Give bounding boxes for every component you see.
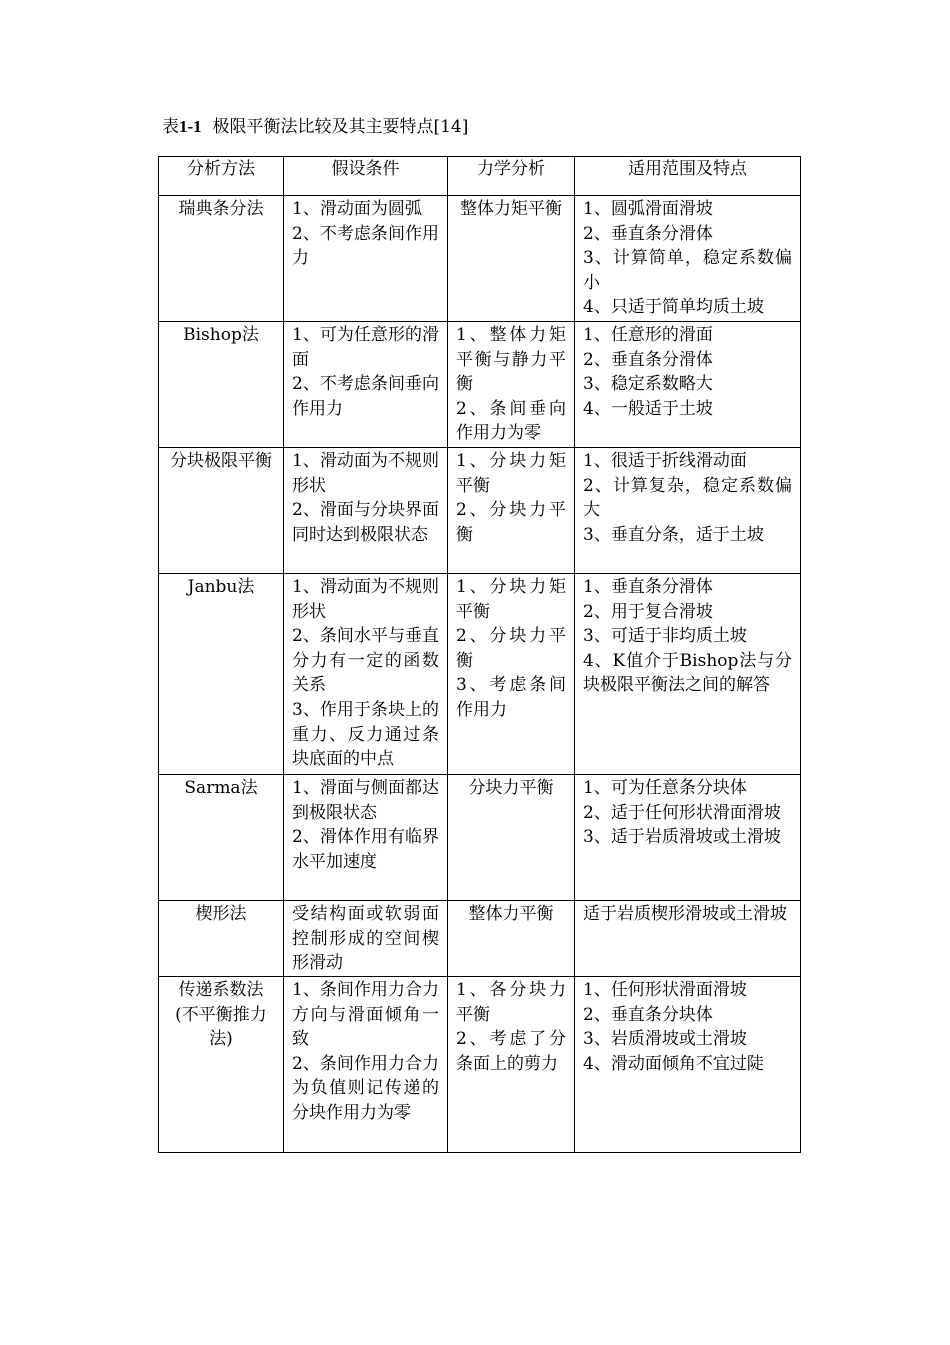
cell-features [575, 322, 801, 448]
header-features: 适用范围及特点 [575, 157, 801, 196]
cell-mechanics-line: 2、分块力平衡 [456, 626, 566, 671]
cell-features-line: 2、垂直条分滑体 [583, 223, 713, 244]
header-method: 分析方法 [159, 157, 284, 196]
cell-mechanics-line: 2、条间垂向作用力为零 [456, 398, 566, 444]
cell-mechanics-line: 整体力平衡 [468, 904, 554, 924]
cell-mechanics [448, 901, 575, 977]
cell-mechanics [448, 322, 575, 448]
cell-method: Janbu法 [159, 574, 284, 775]
cell-features-line: 3、适于岩质滑坡或土滑坡 [583, 827, 781, 848]
table-row [159, 574, 801, 775]
cell-assumptions [284, 977, 448, 1153]
cell-mechanics-line: 2、考虑了分条面上的剪力 [456, 1029, 566, 1074]
table-caption [162, 116, 468, 138]
cell-assumptions-line: 2、滑面与分块界面同时达到极限状态 [292, 500, 439, 545]
cell-features [575, 196, 801, 322]
cell-mechanics-line: 1、分块力矩平衡 [456, 451, 566, 496]
cell-features-line: 2、计算复杂，稳定系数偏大 [583, 475, 792, 521]
table-row [159, 977, 801, 1153]
cell-mechanics [448, 977, 575, 1153]
cell-assumptions [284, 901, 448, 977]
cell-assumptions-line: 1、可为任意形的滑面 [292, 325, 439, 370]
cell-assumptions [284, 196, 448, 322]
cell-features-line: 3、计算简单，稳定系数偏小 [583, 248, 792, 293]
cell-assumptions-line: 2、条间作用力合力为负值则记传递的分块作用力为零 [292, 1053, 439, 1123]
cell-features [575, 574, 801, 775]
cell-mechanics-line: 整体力矩平衡 [460, 199, 562, 219]
caption-number: 1-1 [179, 117, 202, 136]
cell-features-line: 1、很适于折线滑动面 [583, 451, 747, 471]
cell-mechanics-line: 1、分块力矩平衡 [456, 577, 566, 622]
cell-method: Sarma法 [159, 775, 284, 901]
table-row [159, 448, 801, 574]
comparison-table [158, 156, 801, 1153]
cell-mechanics [448, 448, 575, 574]
table-row [159, 775, 801, 901]
cell-features-line: 2、垂直条分滑体 [583, 349, 713, 370]
header-assumptions: 假设条件 [284, 157, 448, 196]
cell-mechanics-line: 1、各分块力平衡 [456, 980, 566, 1025]
cell-features-line: 适于岩质楔形滑坡或土滑坡 [583, 904, 787, 924]
cell-assumptions-line: 2、不考虑条间垂向作用力 [292, 374, 439, 419]
cell-features-line: 3、可适于非均质土坡 [583, 626, 747, 647]
cell-mechanics [448, 196, 575, 322]
table-body [159, 196, 801, 1153]
cell-features [575, 901, 801, 977]
cell-features [575, 448, 801, 574]
caption-title: 极限平衡法比较及其主要特点[14] [201, 117, 469, 137]
cell-features-line: 4、一般适于土坡 [583, 398, 713, 419]
cell-features-line: 1、可为任意条分块体 [583, 778, 747, 798]
table-row [159, 196, 801, 322]
cell-features-line: 1、任意形的滑面 [583, 325, 713, 345]
cell-assumptions-line: 受结构面或软弱面控制形成的空间楔形滑动 [292, 904, 439, 974]
cell-assumptions [284, 775, 448, 901]
cell-features-line: 1、圆弧滑面滑坡 [583, 199, 713, 219]
cell-assumptions-line: 3、作用于条块上的重力、反力通过条块底面的中点 [292, 699, 439, 770]
cell-assumptions-line: 1、滑动面为不规则形状 [292, 577, 439, 622]
cell-assumptions-line: 2、滑体作用有临界水平加速度 [292, 827, 439, 872]
cell-assumptions-line: 1、条间作用力合力方向与滑面倾角一致 [292, 980, 439, 1050]
cell-features-line: 3、垂直分条，适于土坡 [583, 524, 764, 545]
cell-method: 楔形法 [159, 901, 284, 977]
cell-assumptions-line: 1、滑动面为不规则形状 [292, 451, 439, 496]
cell-features-line: 3、稳定系数略大 [583, 374, 713, 395]
cell-features-line: 4、只适于简单均质土坡 [583, 297, 764, 318]
cell-method: 分块极限平衡 [159, 448, 284, 574]
cell-assumptions [284, 322, 448, 448]
cell-features-line: 1、垂直条分滑体 [583, 577, 713, 597]
table-header [159, 157, 801, 196]
cell-features [575, 775, 801, 901]
cell-method: 传递系数法(不平衡推力法) [159, 977, 284, 1153]
cell-mechanics-line: 1、整体力矩平衡与静力平衡 [456, 325, 566, 395]
cell-assumptions-line: 1、滑动面为圆弧 [292, 199, 422, 219]
cell-method: 瑞典条分法 [159, 196, 284, 322]
cell-assumptions-line: 1、滑面与侧面都达到极限状态 [292, 778, 439, 823]
cell-features [575, 977, 801, 1153]
cell-mechanics [448, 775, 575, 901]
cell-assumptions-line: 2、不考虑条间作用力 [292, 223, 439, 269]
cell-mechanics-line: 2、分块力平衡 [456, 500, 566, 545]
cell-features-line: 3、岩质滑坡或土滑坡 [583, 1029, 747, 1050]
header-mechanics: 力学分析 [448, 157, 575, 196]
cell-mechanics-line: 3、考虑条间作用力 [456, 675, 566, 720]
cell-features-line: 4、K值介于Bishop法与分块极限平衡法之间的解答 [583, 650, 792, 696]
cell-method: Bishop法 [159, 322, 284, 448]
header-row [159, 157, 801, 196]
cell-mechanics-line: 分块力平衡 [468, 778, 554, 798]
cell-features-line: 4、滑动面倾角不宜过陡 [583, 1053, 764, 1074]
cell-assumptions [284, 448, 448, 574]
cell-features-line: 2、适于任何形状滑面滑坡 [583, 802, 781, 823]
cell-assumptions [284, 574, 448, 775]
caption-prefix: 表 [162, 117, 179, 137]
table-row [159, 322, 801, 448]
cell-features-line: 1、任何形状滑面滑坡 [583, 980, 747, 1000]
cell-mechanics [448, 574, 575, 775]
cell-assumptions-line: 2、条间水平与垂直分力有一定的函数关系 [292, 626, 439, 696]
cell-features-line: 2、垂直条分块体 [583, 1004, 713, 1025]
cell-features-line: 2、用于复合滑坡 [583, 601, 713, 622]
table-row [159, 901, 801, 977]
